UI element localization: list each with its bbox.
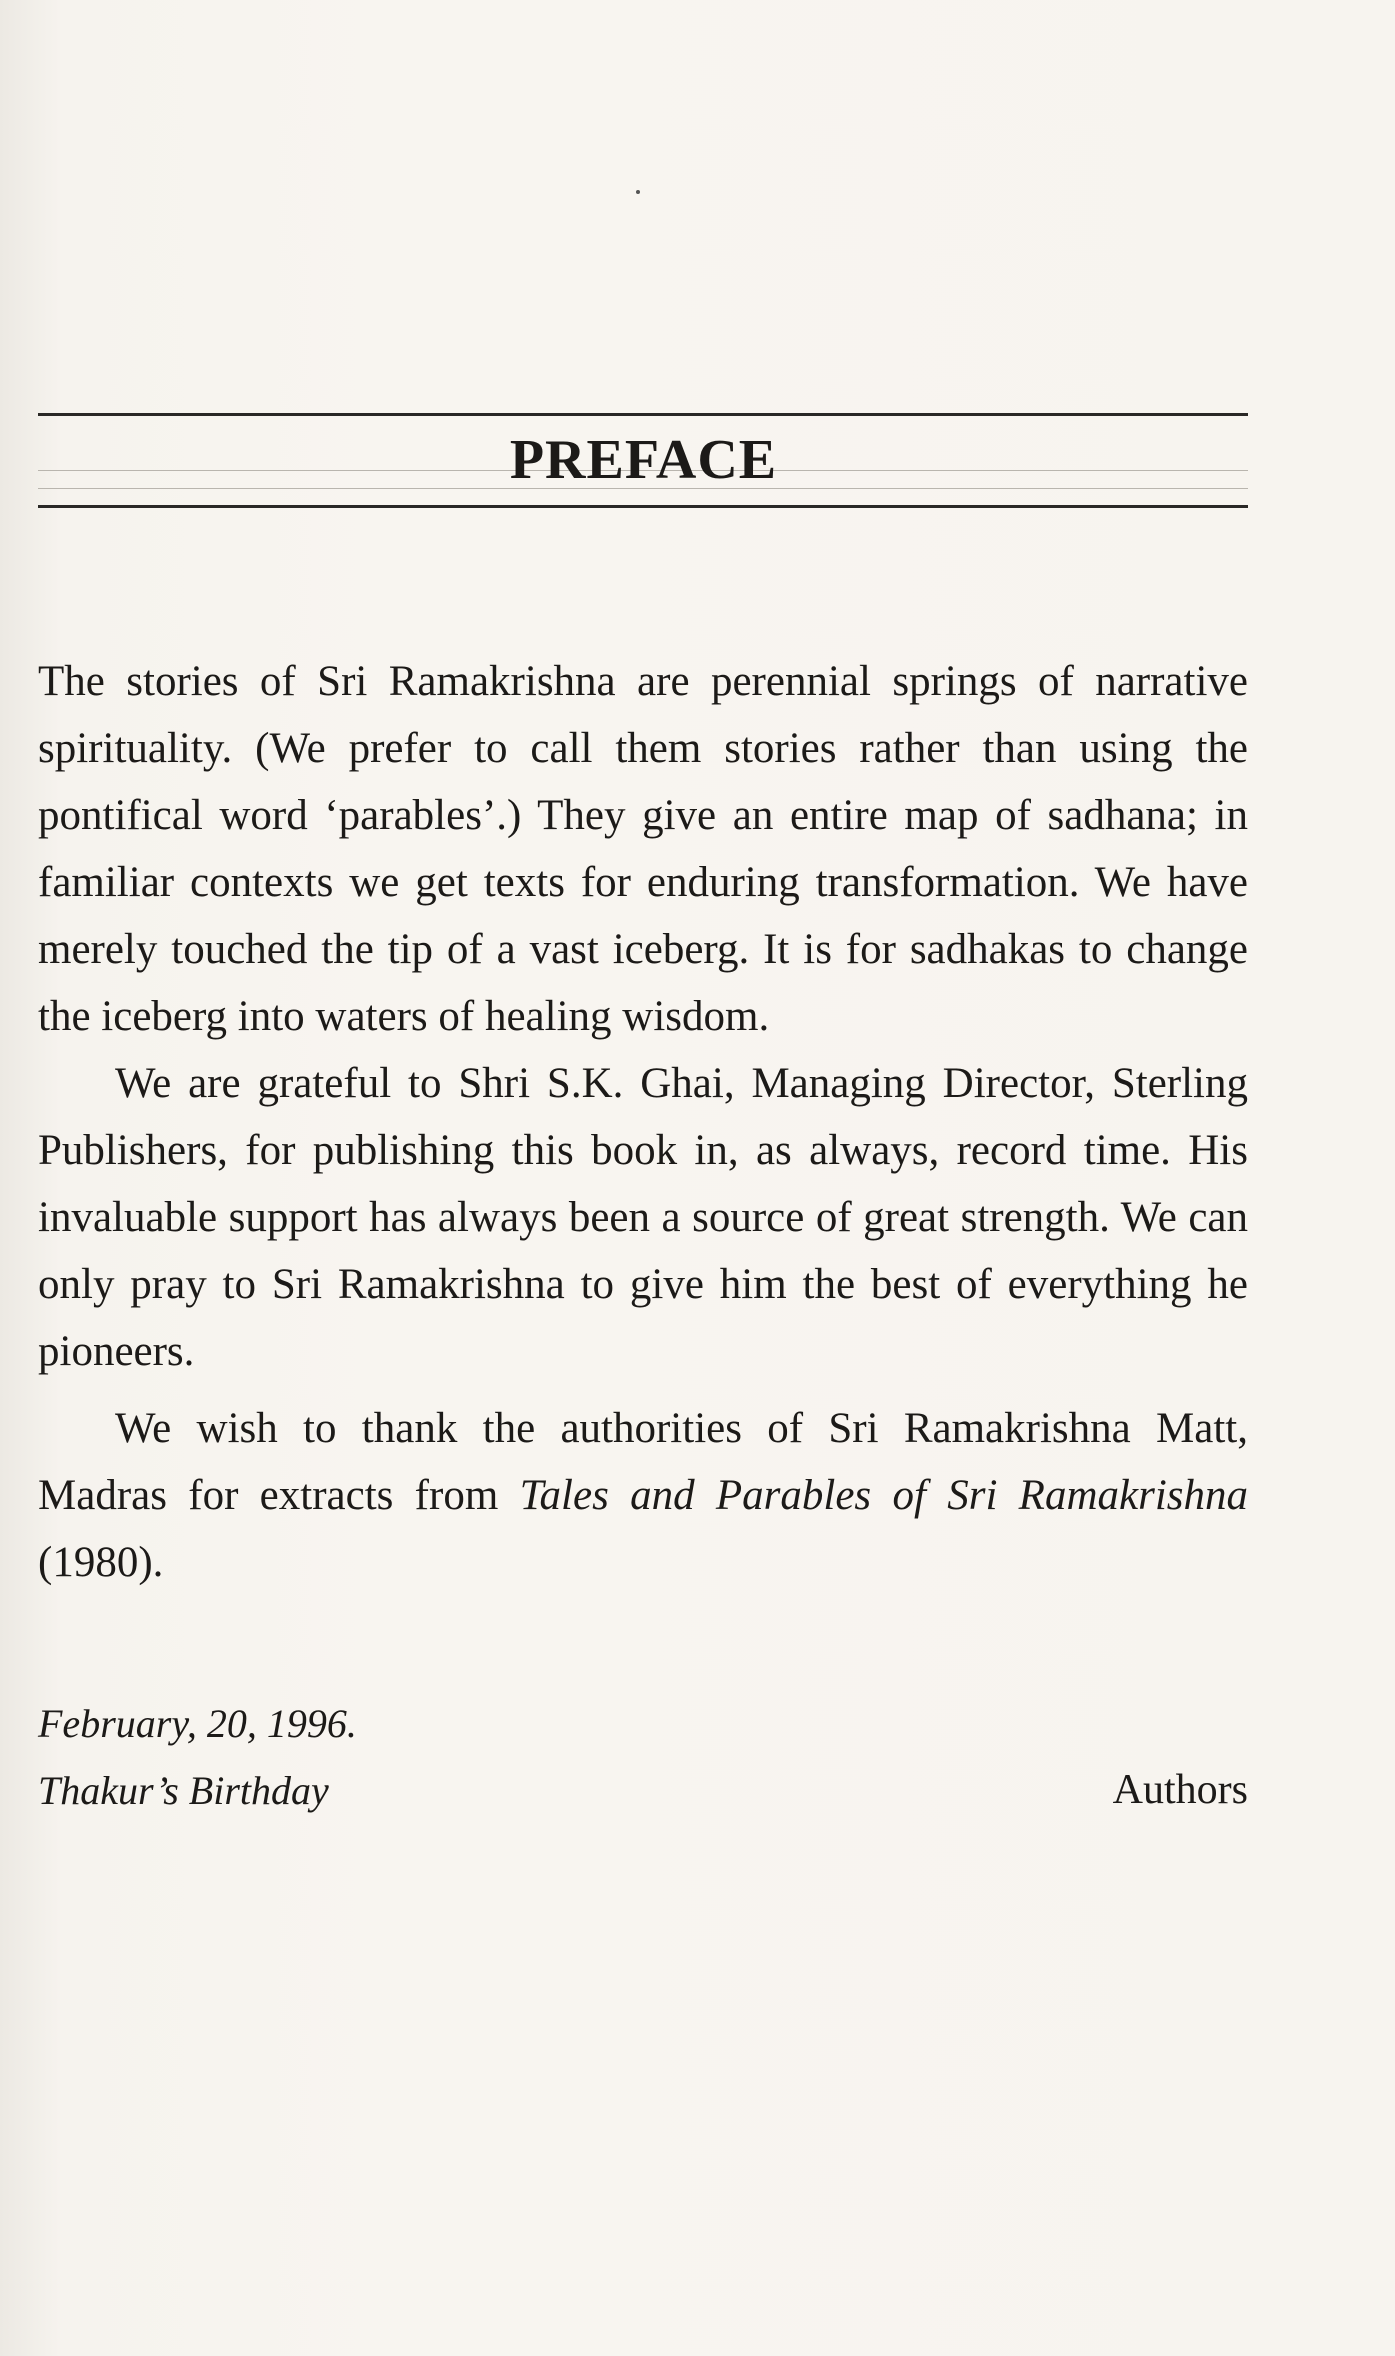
preface-date: February, 20, 1996. xyxy=(38,1701,357,1746)
paragraph-text: (1980). xyxy=(38,1539,164,1586)
heading-rule-bottom xyxy=(38,505,1248,508)
preface-paragraph: We are grateful to Shri S.K. Ghai, Managing Director, Sterling Publishers, for publishing this book in, as always, record time. His invaluable support has always been a source of great strength. We can only pray to Sri Ramakrishna to give him the best of everything he pioneers. xyxy=(38,1060,1248,1375)
book-title: Tales and Parables of Sri Ramakrishna xyxy=(519,1472,1249,1519)
preface-signature: Authors xyxy=(1112,1767,1248,1813)
preface-paragraph: The stories of Sri Ramakrishna are perennial springs of narrative spirituality. (We prefer to call them stories rather than using the pontifical word ‘parables’.) They give an entire map of sadhana; in familiar contexts we get texts for enduring transformation. We have merely touched the tip of a vast iceberg. It is for sadhakas to change the iceberg into waters of healing wisdom. xyxy=(38,658,1248,1040)
heading-rule-top xyxy=(38,413,1248,416)
preface-occasion: Thakur’s Birthday xyxy=(38,1768,329,1813)
preface-paragraph xyxy=(38,1395,1248,1596)
paragraph-text: We wish to thank the authorities of Sri Ramakrishna Matt, Madras for extracts from xyxy=(38,1405,1248,1519)
signoff-block xyxy=(38,1690,1248,1824)
paper-speck xyxy=(636,190,640,194)
page-title: PREFACE xyxy=(509,429,778,491)
preface-body xyxy=(38,648,1248,1596)
